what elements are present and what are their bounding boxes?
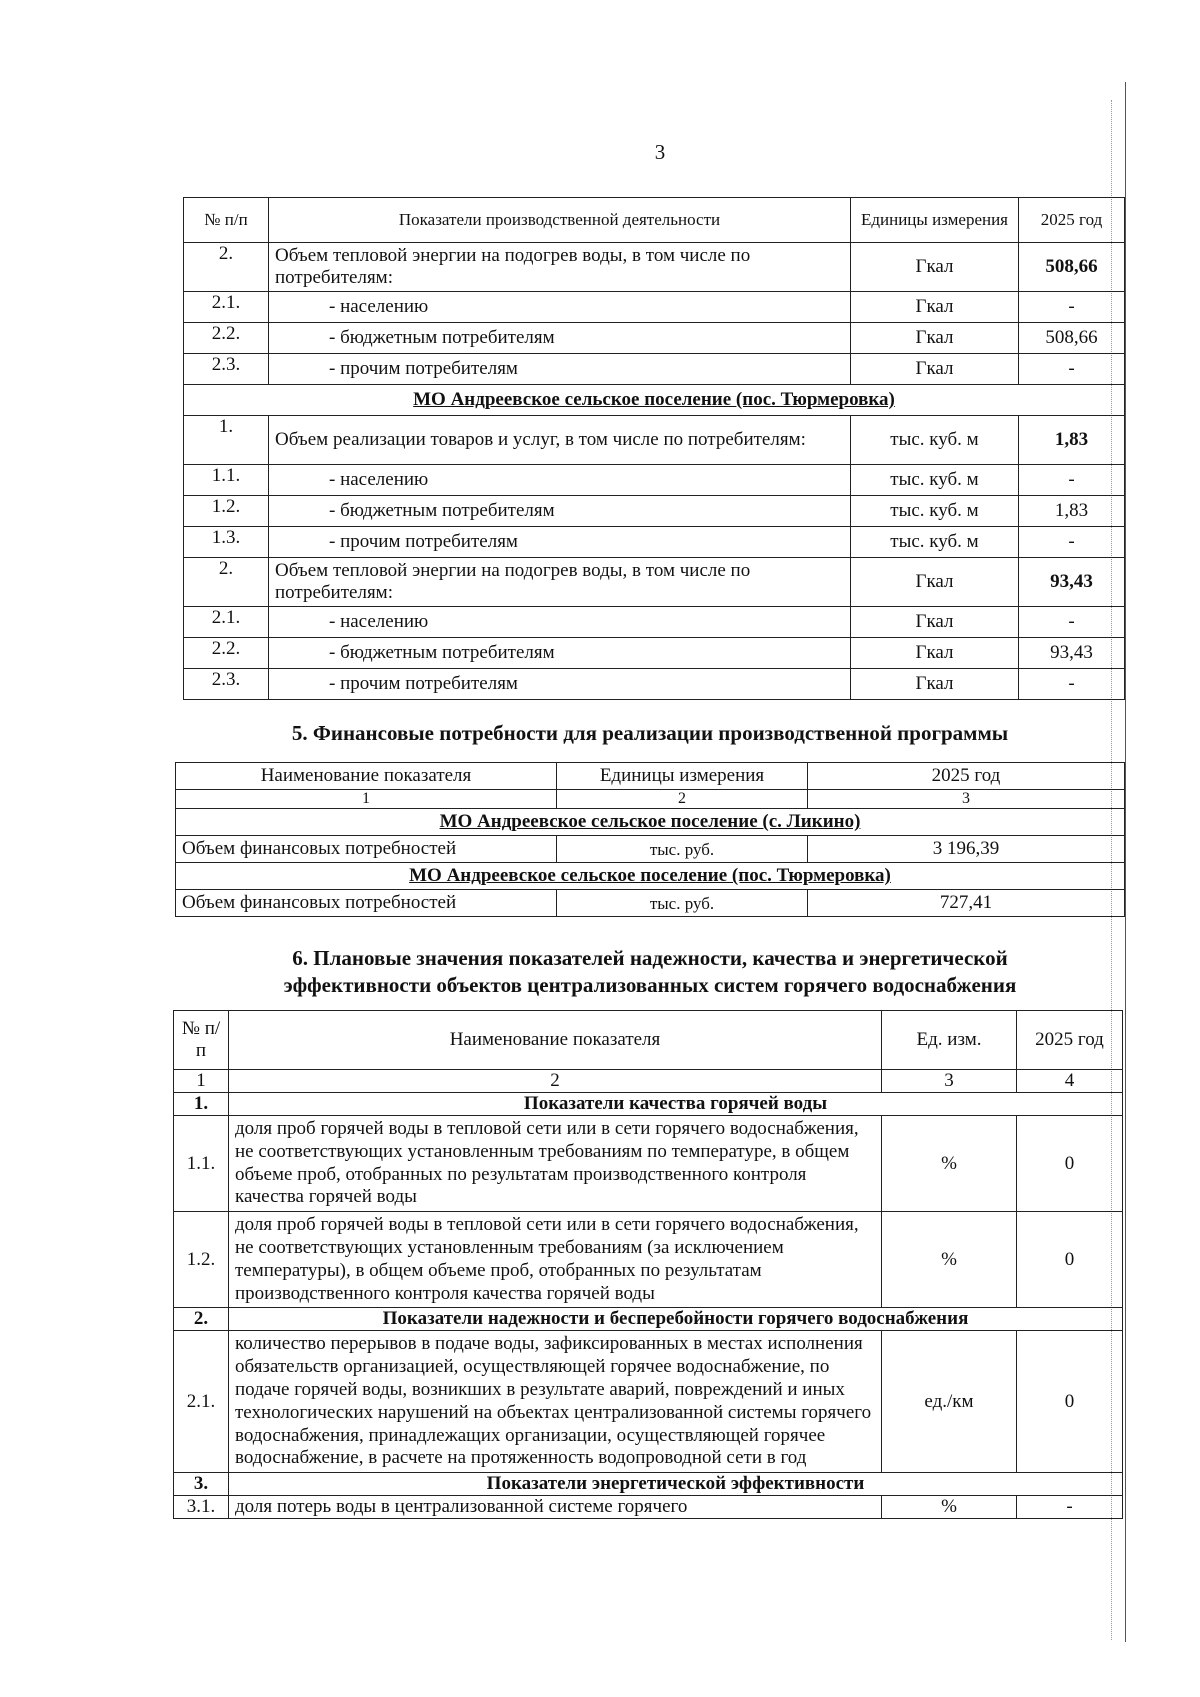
row-name: количество перерывов в подаче воды, зафиксированных в местах исполнения обязательств организацией, осуществляющей горячее водоснабжение, по подаче горячей воды, возникших в результате аварий, повреждений и иных технологических нарушений на объектах централизованной системы горячего водоснабжения, принадлежащих организации, осуществляющей горячее водоснабжение, в расчете на протяженность водопроводной сети в год [229, 1331, 882, 1473]
row-unit: тыс. куб. м [851, 496, 1019, 527]
section6-title-line1: 6. Плановые значения показателей надежности, качества и энергетической [292, 946, 1008, 970]
row-unit: Гкал [851, 243, 1019, 292]
row-value: 93,43 [1019, 638, 1125, 669]
table-row [184, 558, 1125, 607]
row-unit: % [882, 1116, 1017, 1212]
row-num: 1.1. [174, 1116, 229, 1212]
header-unit: Единицы измерения [851, 198, 1019, 243]
row-name: Объем финансовых потребностей [176, 836, 557, 863]
index-cell: 1 [176, 790, 557, 809]
group-num: 2. [174, 1308, 229, 1331]
financial-needs-table [175, 762, 1125, 917]
row-name: - населению [269, 465, 851, 496]
table-row [174, 1212, 1123, 1308]
group-row [174, 1308, 1123, 1331]
index-row [174, 1070, 1123, 1093]
row-unit: тыс. руб. [557, 836, 808, 863]
row-value: - [1019, 292, 1125, 323]
row-unit: Гкал [851, 292, 1019, 323]
section-row [176, 809, 1125, 836]
row-num: 1. [184, 416, 269, 465]
header-name: Наименование показателя [176, 763, 557, 790]
table-row [174, 1331, 1123, 1473]
table-row [184, 638, 1125, 669]
row-name: доля потерь воды в централизованной системе горячего [229, 1496, 882, 1519]
row-unit: % [882, 1212, 1017, 1308]
header-unit: Ед. изм. [882, 1011, 1017, 1070]
header-num: № п/п [174, 1011, 229, 1070]
row-num: 3.1. [174, 1496, 229, 1519]
row-unit: Гкал [851, 638, 1019, 669]
row-name: доля проб горячей воды в тепловой сети или в сети горячего водоснабжения, не соответствующих установленным требованиям по температуре, в общем объеме проб, отобранных по результатам производственного контроля качества горячей воды [229, 1116, 882, 1212]
row-value: - [1019, 354, 1125, 385]
row-value: 1,83 [1019, 496, 1125, 527]
section6-title [175, 945, 1125, 1000]
row-unit: тыс. куб. м [851, 465, 1019, 496]
row-value: - [1019, 527, 1125, 558]
index-cell: 2 [229, 1070, 882, 1093]
row-unit: тыс. куб. м [851, 416, 1019, 465]
row-value: 0 [1017, 1116, 1123, 1212]
section-title-tyurmerovka: МО Андреевское сельское поселение (пос. Тюрмеровка) [184, 385, 1125, 416]
index-cell: 3 [882, 1070, 1017, 1093]
row-value: - [1019, 465, 1125, 496]
row-num: 1.2. [184, 496, 269, 527]
section6-title-line2: эффективности объектов централизованных систем горячего водоснабжения [283, 973, 1017, 998]
row-num: 2.3. [184, 354, 269, 385]
row-num: 2.1. [184, 607, 269, 638]
table-row [184, 607, 1125, 638]
row-name: Объем тепловой энергии на подогрев воды, в том числе по потребителям: [269, 243, 851, 292]
table-row [184, 243, 1125, 292]
table-row [184, 354, 1125, 385]
table-header-row [184, 198, 1125, 243]
row-num: 2.2. [184, 323, 269, 354]
row-num: 1.2. [174, 1212, 229, 1308]
table-row [184, 465, 1125, 496]
section5-title: 5. Финансовые потребности для реализации производственной программы [291, 721, 1009, 745]
production-indicators-table [183, 197, 1125, 700]
row-unit: Гкал [851, 354, 1019, 385]
row-name: доля проб горячей воды в тепловой сети или в сети горячего водоснабжения, не соответствующих установленным требованиям (за исключением температуры), в общем объеме проб, отобранных по результатам производственного контроля качества горячей воды [229, 1212, 882, 1308]
group-title-quality: Показатели качества горячей воды [229, 1093, 1123, 1116]
header-name: Наименование показателя [229, 1011, 882, 1070]
section-title-likino: МО Андреевское сельское поселение (с. Ликино) [176, 809, 1125, 836]
row-unit: % [882, 1496, 1017, 1519]
row-unit: тыс. руб. [557, 890, 808, 917]
group-num: 3. [174, 1473, 229, 1496]
table-row [184, 416, 1125, 465]
section-title-tyurmerovka: МО Андреевское сельское поселение (пос. Тюрмеровка) [176, 863, 1125, 890]
row-name: - населению [269, 292, 851, 323]
table-row [176, 890, 1125, 917]
scan-edge-line [1125, 82, 1126, 1642]
row-unit: Гкал [851, 558, 1019, 607]
row-num: 2.1. [174, 1331, 229, 1473]
section-row [176, 863, 1125, 890]
row-num: 2.1. [184, 292, 269, 323]
row-value: - [1017, 1496, 1123, 1519]
group-title-energy: Показатели энергетической эффективности [229, 1473, 1123, 1496]
row-value: 508,66 [1019, 243, 1125, 292]
row-value: - [1019, 607, 1125, 638]
table-row [174, 1116, 1123, 1212]
row-name: - бюджетным потребителям [269, 323, 851, 354]
table-row [174, 1496, 1123, 1519]
index-cell: 2 [557, 790, 808, 809]
row-unit: Гкал [851, 607, 1019, 638]
header-indicator: Показатели производственной деятельности [269, 198, 851, 243]
row-name: - бюджетным потребителям [269, 496, 851, 527]
row-name: - прочим потребителям [269, 527, 851, 558]
row-num: 1.1. [184, 465, 269, 496]
row-name: - бюджетным потребителям [269, 638, 851, 669]
table-header-row [174, 1011, 1123, 1070]
group-title-reliability: Показатели надежности и бесперебойности горячего водоснабжения [229, 1308, 1123, 1331]
row-value: 0 [1017, 1331, 1123, 1473]
table-row [184, 527, 1125, 558]
header-num: № п/п [184, 198, 269, 243]
table-row [176, 836, 1125, 863]
index-cell: 3 [808, 790, 1125, 809]
row-name: Объем реализации товаров и услуг, в том числе по потребителям: [269, 416, 851, 465]
row-num: 2. [184, 558, 269, 607]
group-row [174, 1473, 1123, 1496]
row-value: 508,66 [1019, 323, 1125, 354]
row-num: 2.2. [184, 638, 269, 669]
section-row [184, 385, 1125, 416]
row-unit: тыс. куб. м [851, 527, 1019, 558]
header-year: 2025 год [808, 763, 1125, 790]
table-row [184, 669, 1125, 700]
table-row [184, 323, 1125, 354]
row-unit: Гкал [851, 323, 1019, 354]
row-name: - прочим потребителям [269, 354, 851, 385]
row-name: Объем тепловой энергии на подогрев воды, в том числе по потребителям: [269, 558, 851, 607]
index-cell: 4 [1017, 1070, 1123, 1093]
table-row [184, 496, 1125, 527]
row-value: 0 [1017, 1212, 1123, 1308]
row-value: 3 196,39 [808, 836, 1125, 863]
row-value: 1,83 [1019, 416, 1125, 465]
group-num: 1. [174, 1093, 229, 1116]
row-num: 2. [184, 243, 269, 292]
row-name: - населению [269, 607, 851, 638]
page-number: 3 [654, 140, 666, 164]
row-num: 2.3. [184, 669, 269, 700]
row-num: 1.3. [184, 527, 269, 558]
index-row [176, 790, 1125, 809]
row-value: 93,43 [1019, 558, 1125, 607]
group-row [174, 1093, 1123, 1116]
header-year: 2025 год [1019, 198, 1125, 243]
row-unit: Гкал [851, 669, 1019, 700]
index-cell: 1 [174, 1070, 229, 1093]
table-row [184, 292, 1125, 323]
row-name: Объем финансовых потребностей [176, 890, 557, 917]
row-unit: ед./км [882, 1331, 1017, 1473]
reliability-indicators-table [173, 1010, 1123, 1519]
row-value: 727,41 [808, 890, 1125, 917]
row-value: - [1019, 669, 1125, 700]
header-year: 2025 год [1017, 1011, 1123, 1070]
header-unit: Единицы измерения [557, 763, 808, 790]
table-header-row [176, 763, 1125, 790]
row-name: - прочим потребителям [269, 669, 851, 700]
